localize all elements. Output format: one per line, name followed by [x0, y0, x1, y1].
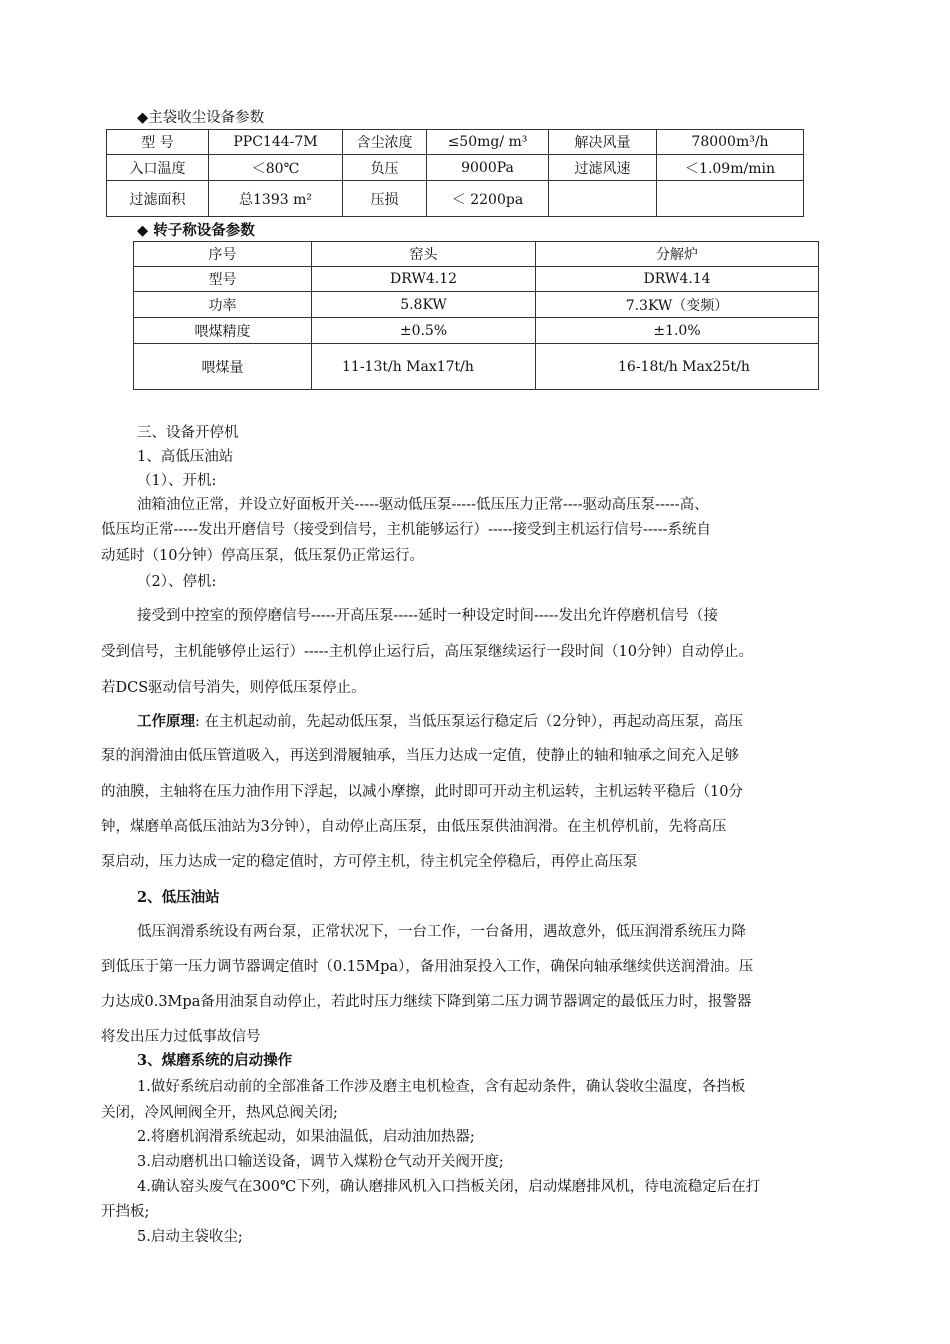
- paragraph-line: 钟，煤磨单高低压油站为3分钟），自动停止高压泵，由低压泵供油润滑。在主机停机前，先将高压: [101, 819, 727, 835]
- table-cell: 总1393 m²: [209, 181, 343, 217]
- table-cell: ±0.5%: [312, 318, 536, 344]
- table-row: [134, 344, 819, 390]
- paragraph-line: 到低压于第一压力调节器调定值时（0.15Mpa），备用油泵投入工作，确保向轴承继续供送润滑油。压: [101, 959, 754, 975]
- bold-term: 工作原理: [137, 713, 195, 730]
- table-cell: ＜ 2200pa: [427, 181, 549, 217]
- table-row: [134, 318, 819, 344]
- table-cell: 过滤面积: [107, 181, 209, 217]
- paragraph-line: 5.启动主袋收尘;: [137, 1229, 243, 1245]
- dust-collector-heading: ◆主袋收尘设备参数: [137, 110, 265, 126]
- table-cell: 78000m³/h: [657, 130, 804, 155]
- paragraph-line: 泵的润滑油由低压管道吸入，再送到滑履轴承，当压力达成一定值，使静止的轴和轴承之间充入足够: [101, 748, 739, 764]
- paragraph-line: 开挡板;: [101, 1204, 150, 1220]
- paragraph-line: 4.确认窑头废气在300℃下列，确认磨排风机入口挡板关闭，启动煤磨排风机，待电流稳定后在打: [137, 1179, 761, 1195]
- paragraph-line: 关闭，冷风闸阀全开，热风总阀关闭;: [101, 1105, 338, 1121]
- paragraph-line: 的油膜，主轴将在压力油作用下浮起，以减小摩擦，此时即可开动主机运转，主机运转平稳后（10分: [101, 784, 743, 800]
- paragraph-line: 低压润滑系统设有两台泵，正常状况下，一台工作，一台备用，遇故意外，低压润滑系统压力降: [137, 924, 746, 940]
- table-cell: 过滤风速: [549, 155, 657, 181]
- table-header-cell: 序号: [134, 242, 312, 267]
- table-row: [107, 181, 804, 217]
- section-title: 三、设备开停机: [137, 425, 239, 441]
- table-cell: ＜80℃: [209, 155, 343, 181]
- paragraph-line: 2.将磨机润滑系统起动，如果油温低，启动油加热器;: [137, 1129, 475, 1145]
- table-cell: ±1.0%: [536, 318, 819, 344]
- table-cell: [549, 181, 657, 217]
- table-cell: 型号: [134, 267, 312, 292]
- paragraph-line: 动延时（10分钟）停高压泵，低压泵仍正常运行。: [101, 548, 424, 564]
- table-cell: 功率: [134, 292, 312, 318]
- paragraph-line: 油箱油位正常，并设立好面板开关-----驱动低压泵-----低压压力正常----驱动高压泵-----高、: [137, 497, 709, 513]
- paragraph-line: 3.启动磨机出口输送设备，调节入煤粉仓气动开关阀开度;: [137, 1154, 504, 1170]
- table-cell: [657, 181, 804, 217]
- paragraph-line: 接受到中控室的预停磨信号-----开高压泵-----延时一种设定时间-----发出允许停磨机信号（接: [137, 608, 718, 624]
- subsection-title: 3、煤磨系统的启动操作: [137, 1052, 293, 1069]
- table-cell: ＜1.09m/min: [657, 155, 804, 181]
- table-cell: 入口温度: [107, 155, 209, 181]
- subsection-title: （1）、开机:: [137, 473, 217, 489]
- paragraph-line: 力达成0.3Mpa备用油泵自动停止，若此时压力继续下降到第二压力调节器调定的最低压力时，报警器: [101, 994, 752, 1010]
- paragraph-line: 泵启动，压力达成一定的稳定值时，方可停主机，待主机完全停稳后，再停止高压泵: [101, 854, 638, 870]
- subsection-title: 2、低压油站: [137, 889, 220, 906]
- table-cell: 喂煤量: [134, 344, 312, 390]
- table-header-row: [134, 242, 819, 267]
- table-cell: 型 号: [107, 130, 209, 155]
- paragraph-line: 若DCS驱动信号消失，则停低压泵停止。: [101, 680, 366, 696]
- table-header-cell: 窑头: [312, 242, 536, 267]
- table-cell: DRW4.14: [536, 267, 819, 292]
- table-cell: PPC144-7M: [209, 130, 343, 155]
- table-cell: 7.3KW（变频）: [536, 292, 819, 318]
- table-cell: 16-18t/h Max25t/h: [536, 344, 819, 390]
- table-cell: 负压: [343, 155, 427, 181]
- subsection-title: 1、高低压油站: [137, 449, 234, 465]
- table-cell: 含尘浓度: [343, 130, 427, 155]
- paragraph-line: 将发出压力过低事故信号: [101, 1029, 261, 1045]
- table-row: [134, 292, 819, 318]
- table-row: [134, 267, 819, 292]
- rotor-scale-heading: ◆ 转子称设备参数: [137, 222, 255, 239]
- table-cell: 11-13t/h Max17t/h: [312, 344, 536, 390]
- table-cell: 解决风量: [549, 130, 657, 155]
- rotor-scale-table: [133, 241, 819, 390]
- table-header-cell: 分解炉: [536, 242, 819, 267]
- paragraph-line: 受到信号，主机能够停止运行）-----主机停止运行后，高压泵继续运行一段时间（10分钟）自动停止。: [101, 644, 753, 660]
- paragraph-line: 低压均正常-----发出开磨信号（接受到信号，主机能够运行）-----接受到主机运行信号-----系统自: [101, 522, 711, 538]
- table-cell: DRW4.12: [312, 267, 536, 292]
- table-cell: 压损: [343, 181, 427, 217]
- subsection-title: （2）、停机:: [137, 574, 217, 590]
- paragraph-line: [137, 710, 743, 731]
- table-cell: 喂煤精度: [134, 318, 312, 344]
- paragraph-text: : 在主机起动前，先起动低压泵，当低压泵运行稳定后（2分钟），再起动高压泵，高压: [195, 714, 743, 730]
- table-cell: 9000Pa: [427, 155, 549, 181]
- table-cell: ≤50mg/ m³: [427, 130, 549, 155]
- table-row: [107, 130, 804, 155]
- table-row: [107, 155, 804, 181]
- dust-collector-table: [106, 129, 804, 217]
- paragraph-line: 1.做好系统启动前的全部准备工作涉及磨主电机检查，含有起动条件，确认袋收尘温度，各挡板: [137, 1079, 746, 1095]
- table-cell: 5.8KW: [312, 292, 536, 318]
